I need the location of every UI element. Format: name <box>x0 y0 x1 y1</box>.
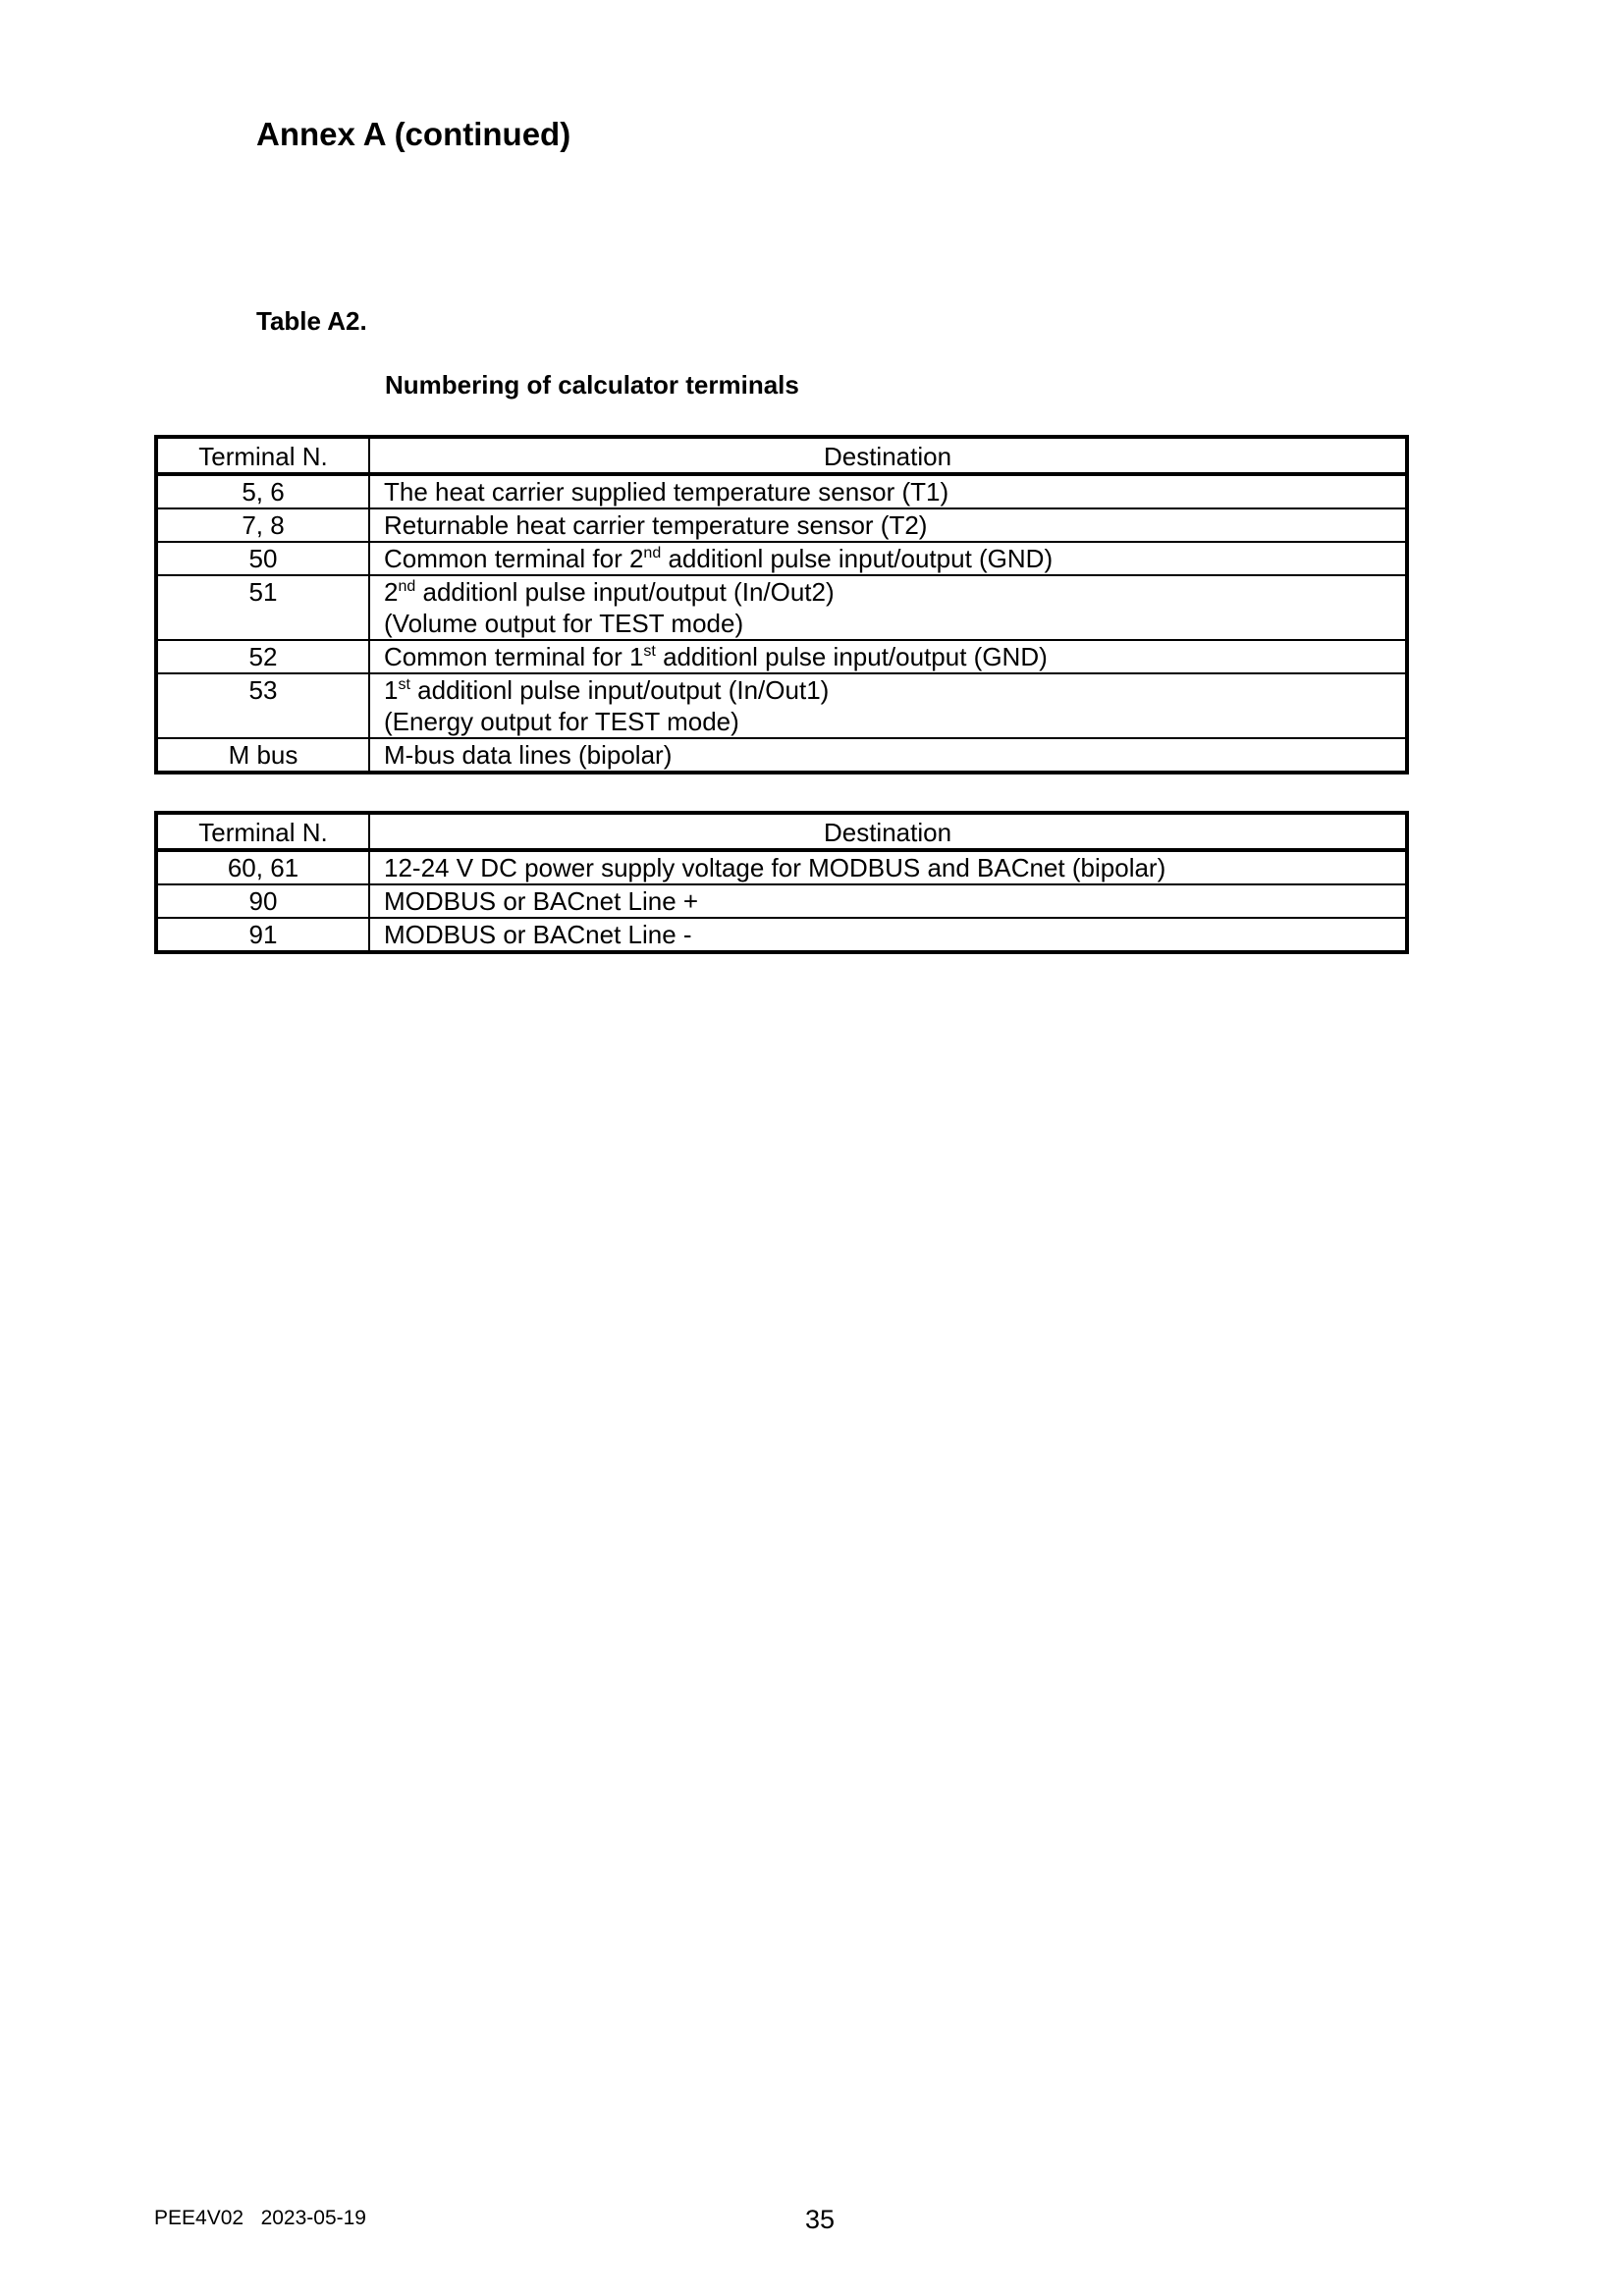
table-row <box>156 640 1407 673</box>
destination-cell <box>369 474 1407 508</box>
ordinal-suffix: nd <box>643 545 662 561</box>
destination-cell <box>369 542 1407 575</box>
table-row <box>156 673 1407 738</box>
table-header-row <box>156 813 1407 850</box>
document-reference: PEE4V02 2023-05-19 <box>154 2207 366 2229</box>
table-row <box>156 884 1407 918</box>
destination-note: (Energy output for TEST mode) <box>384 707 739 736</box>
terminal-cell: 5, 6 <box>156 474 369 508</box>
terminal-cell: 53 <box>156 673 369 738</box>
destination-cell: MODBUS or BACnet Line - <box>369 918 1407 952</box>
destination-text: 1 <box>384 675 399 705</box>
ordinal-suffix: nd <box>398 578 416 595</box>
destination-cell <box>369 738 1407 773</box>
destination-text-rest: additionl pulse input/output (In/Out2) <box>415 577 835 607</box>
terminal-cell: 7, 8 <box>156 508 369 542</box>
terminal-column-header: Terminal N. <box>156 437 369 474</box>
terminal-cell: 50 <box>156 542 369 575</box>
table-row <box>156 575 1407 640</box>
destination-cell <box>369 640 1407 673</box>
destination-column-header: Destination <box>369 437 1407 474</box>
terminals-table-main <box>154 435 1409 774</box>
table-caption: Numbering of calculator terminals <box>385 370 799 400</box>
terminal-cell: 91 <box>156 918 369 952</box>
destination-text: The heat carrier supplied temperature sensor (T1) <box>384 477 949 507</box>
table-row <box>156 918 1407 952</box>
table-row <box>156 474 1407 508</box>
destination-text: Returnable heat carrier temperature sensor (T2) <box>384 510 928 540</box>
terminals-table-bus <box>154 811 1409 954</box>
terminal-column-header: Terminal N. <box>156 813 369 850</box>
table-label: Table A2. <box>256 306 367 336</box>
table-row <box>156 508 1407 542</box>
destination-cell <box>369 508 1407 542</box>
page-heading: Annex A (continued) <box>256 116 571 152</box>
destination-text: 2 <box>384 577 399 607</box>
table-row <box>156 542 1407 575</box>
destination-column-header: Destination <box>369 813 1407 850</box>
destination-text-rest: additionl pulse input/output (In/Out1) <box>409 675 830 705</box>
destination-text-rest: additionl pulse input/output (GND) <box>661 544 1054 573</box>
ordinal-suffix: st <box>398 676 410 693</box>
destination-cell: 12-24 V DC power supply voltage for MODBUS and BACnet (bipolar) <box>369 850 1407 884</box>
destination-cell: MODBUS or BACnet Line + <box>369 884 1407 918</box>
destination-cell <box>369 673 1407 738</box>
page-number: 35 <box>805 2205 836 2234</box>
destination-text-rest: additionl pulse input/output (GND) <box>655 642 1048 671</box>
destination-text: M-bus data lines (bipolar) <box>384 740 673 770</box>
destination-text: Common terminal for 2 <box>384 544 644 573</box>
destination-cell <box>369 575 1407 640</box>
table-row <box>156 850 1407 884</box>
table-row <box>156 738 1407 773</box>
terminal-cell: 60, 61 <box>156 850 369 884</box>
ordinal-suffix: st <box>643 643 656 660</box>
terminal-cell: 52 <box>156 640 369 673</box>
destination-text: Common terminal for 1 <box>384 642 644 671</box>
terminal-cell: 90 <box>156 884 369 918</box>
table-header-row <box>156 437 1407 474</box>
terminal-cell: M bus <box>156 738 369 773</box>
terminal-cell: 51 <box>156 575 369 640</box>
destination-note: (Volume output for TEST mode) <box>384 609 744 638</box>
